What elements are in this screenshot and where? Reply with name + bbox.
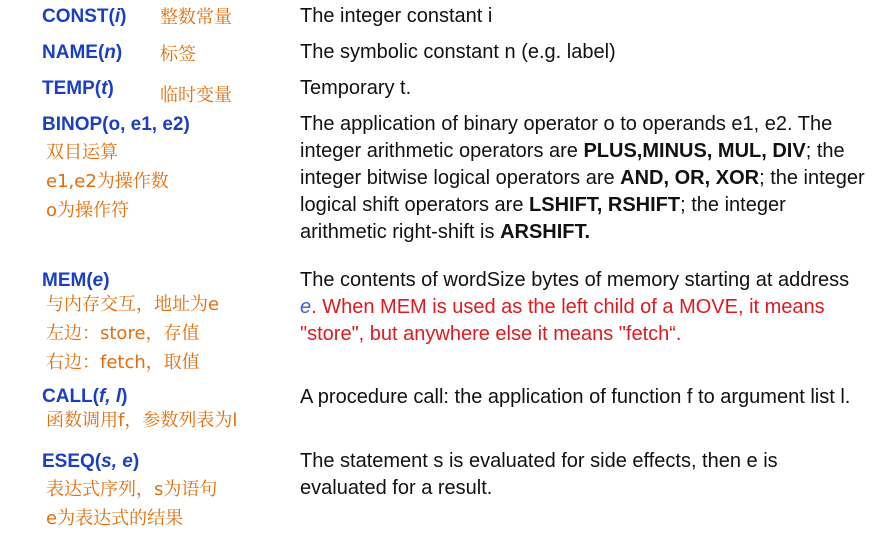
cn-call: 函数调用f，参数列表为l bbox=[46, 410, 238, 431]
term-eseq: ESEQ(s, e) bbox=[42, 451, 140, 472]
mem-store-note: . When MEM is used as the left child of a MOVE, it means "store", but anywhere else it means "fetch“. bbox=[300, 296, 825, 345]
term-name: NAME(n) bbox=[42, 42, 123, 63]
cn-eseq-1: 表达式序列，s为语句 bbox=[46, 479, 218, 500]
cn-binop-3: o为操作符 bbox=[46, 200, 130, 221]
desc-mem: The contents of wordSize bytes of memory starting at address e. When MEM is used as the left child of a MOVE, it means "store", but anywhere else it means "fetch“. bbox=[300, 269, 850, 345]
cn-binop-2: e1,e2为操作数 bbox=[46, 171, 169, 192]
cn-temp: 临时变量 bbox=[160, 85, 232, 106]
cn-mem-1: 与内存交互，地址为e bbox=[46, 294, 220, 315]
desc-temp: Temporary t. bbox=[300, 77, 412, 99]
cn-const: 整数常量 bbox=[160, 7, 232, 28]
term-mem: MEM(e) bbox=[42, 270, 110, 291]
desc-name: The symbolic constant n (e.g. label) bbox=[300, 41, 616, 63]
cn-eseq-2: e为表达式的结果 bbox=[46, 508, 184, 529]
desc-binop: The application of binary operator o to operands e1, e2. The integer arithmetic operators are PLUS,MINUS, MUL, DIV; the integer bitwise logical operators are AND, OR, XOR; the integer logical shift operators are LSHIFT, RSHIFT; the integer arithmetic right-shift is ARSHIFT. bbox=[300, 113, 865, 243]
cn-binop-1: 双目运算 bbox=[46, 142, 118, 163]
term-call: CALL(f, l) bbox=[42, 386, 128, 407]
term-binop: BINOP(o, e1, e2) bbox=[42, 114, 190, 135]
term-temp: TEMP(t) bbox=[42, 78, 114, 99]
mem-address-var: e bbox=[300, 296, 312, 318]
desc-eseq: The statement s is evaluated for side effects, then e is evaluated for a result. bbox=[300, 450, 778, 499]
desc-const: The integer constant i bbox=[300, 5, 493, 27]
cn-name: 标签 bbox=[160, 44, 196, 65]
cn-mem-2: 左边：store，存值 bbox=[46, 323, 200, 344]
term-const: CONST(i) bbox=[42, 6, 127, 27]
cn-mem-3: 右边：fetch，取值 bbox=[46, 352, 200, 373]
desc-call: A procedure call: the application of function f to argument list l. bbox=[300, 386, 851, 408]
